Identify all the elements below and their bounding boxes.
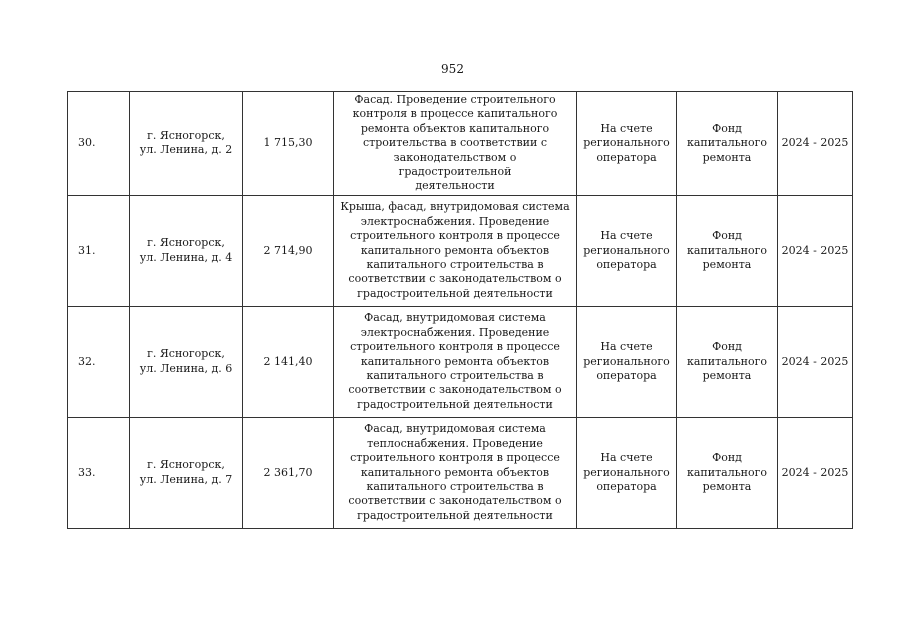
account-line: оператора [596,258,657,272]
fund-cell [677,195,778,306]
work-line: Фасад, внутридомовая система [364,422,546,436]
work-line: соответствии с законодательством о [348,383,562,397]
work-line: Фасад, внутридомовая система [364,311,546,325]
work-line: градостроительной деятельности [357,286,553,300]
work-line: соответствии с законодательством о [348,272,562,286]
address-cell [130,417,243,528]
account-line: На счете [600,229,653,243]
area-cell: 2 141,40 [243,306,334,417]
account-line: регионального [583,465,670,479]
work-line: Фасад. Проведение строительного [354,93,556,106]
work-line: электроснабжения. Проведение [360,214,550,228]
area-cell: 1 715,30 [243,92,334,196]
work-line: капитального строительства в [366,369,544,383]
account-line: регионального [583,243,670,257]
page-number: 952 [441,62,464,76]
address-line: г. Ясногорск, [147,347,225,361]
address-line: г. Ясногорск, [147,458,225,472]
fund-line: ремонта [702,150,752,164]
fund-line: Фонд [712,451,742,465]
work-description-cell [334,306,577,417]
address-line: ул. Ленина, д. 7 [139,472,233,486]
address-cell [130,306,243,417]
address-cell [130,92,243,196]
fund-cell [677,306,778,417]
period-cell: 2024 - 2025 [778,195,853,306]
table-row [68,92,853,196]
work-description-cell [334,195,577,306]
area-cell: 2 714,90 [243,195,334,306]
work-line: градостроительной деятельности [357,397,553,411]
work-line: теплоснабжения. Проведение [367,436,543,450]
fund-line: ремонта [702,258,752,272]
row-number-cell: 30. [68,92,130,196]
account-line: оператора [596,369,657,383]
work-line: строительного контроля в процессе [350,340,560,354]
fund-cell [677,417,778,528]
fund-line: капитального [686,136,768,150]
account-line: На счете [600,340,653,354]
work-line: капитального ремонта объектов [360,243,550,257]
account-line: регионального [583,136,670,150]
account-line: оператора [596,480,657,494]
address-line: ул. Ленина, д. 6 [139,361,233,375]
work-line: деятельности [415,179,495,193]
fund-line: Фонд [712,121,742,135]
row-number-cell: 33. [68,417,130,528]
account-line: регионального [583,354,670,368]
table-row [68,195,853,306]
work-line: электроснабжения. Проведение [360,325,550,339]
work-line: законодательством о градостроительной [393,150,517,179]
address-line: ул. Ленина, д. 2 [139,143,233,157]
work-line: строительного контроля в процессе [350,229,560,243]
fund-cell [677,92,778,196]
work-line: Крыша, фасад, внутридомовая система [340,200,570,214]
work-line: ремонта объектов капитального [360,121,550,135]
table-row [68,417,853,528]
account-line: На счете [600,451,653,465]
work-line: капитального строительства в [366,258,544,272]
fund-line: капитального [686,354,768,368]
account-line: На счете [600,121,653,135]
fund-line: Фонд [712,340,742,354]
work-line: строительства в соответствии с [362,136,548,150]
address-cell [130,195,243,306]
area-cell: 2 361,70 [243,417,334,528]
work-description-cell [334,92,577,196]
work-line: строительного контроля в процессе [350,451,560,465]
work-line: капитального строительства в [366,480,544,494]
fund-line: Фонд [712,229,742,243]
address-line: г. Ясногорск, [147,129,225,143]
account-cell [577,306,677,417]
row-number-cell: 31. [68,195,130,306]
row-number-cell: 32. [68,306,130,417]
capital-repair-table [67,91,853,529]
work-line: соответствии с законодательством о [348,494,562,508]
work-line: капитального ремонта объектов [360,354,550,368]
fund-line: капитального [686,465,768,479]
period-cell: 2024 - 2025 [778,306,853,417]
address-line: ул. Ленина, д. 4 [139,250,233,264]
fund-line: ремонта [702,369,752,383]
account-cell [577,417,677,528]
work-line: градостроительной деятельности [357,508,553,522]
fund-line: ремонта [702,480,752,494]
work-line: контроля в процессе капитального [352,107,558,121]
account-cell [577,195,677,306]
account-line: оператора [596,150,657,164]
table-row [68,306,853,417]
period-cell: 2024 - 2025 [778,417,853,528]
fund-line: капитального [686,243,768,257]
address-line: г. Ясногорск, [147,236,225,250]
account-cell [577,92,677,196]
work-description-cell [334,417,577,528]
period-cell: 2024 - 2025 [778,92,853,196]
work-line: капитального ремонта объектов [360,465,550,479]
